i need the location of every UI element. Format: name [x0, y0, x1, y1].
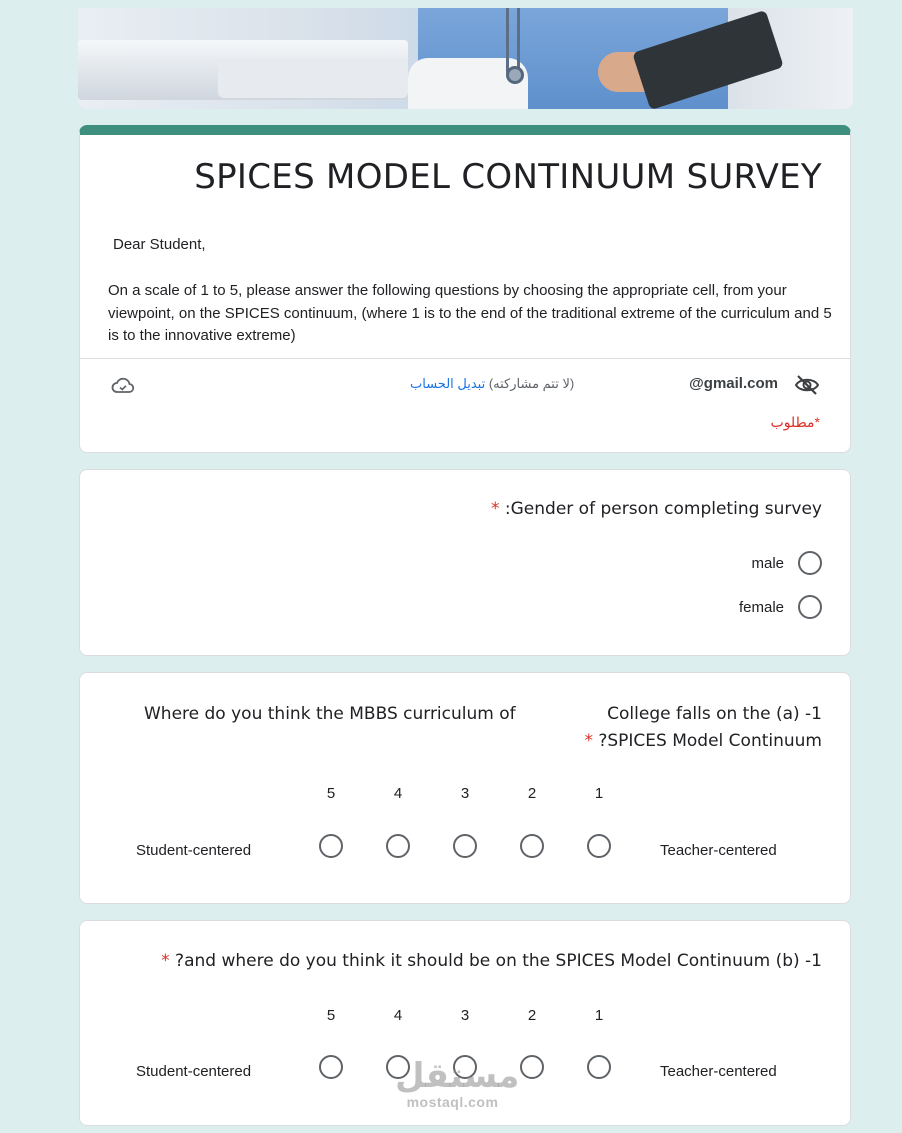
- account-email: @gmail.com: [689, 375, 778, 392]
- question-scale-a-text: ?SPICES Model Continuum: [598, 731, 822, 751]
- scale-number: 1: [594, 1007, 604, 1024]
- scale-radio-1[interactable]: [587, 1055, 611, 1079]
- form-greeting: Dear Student,: [113, 236, 206, 253]
- form-description: On a scale of 1 to 5, please answer the following questions by choosing the appropriate cell, from your viewpoint, on the SPICES continuum, (where 1 is to the end of the traditional extreme of the curriculum and 5 is to the innovative extreme): [108, 282, 832, 344]
- question-gender-title: [491, 499, 822, 519]
- not-shared-note: (لا تتم مشاركته): [488, 376, 575, 391]
- question-scale-b-card: [79, 920, 851, 1126]
- switch-account-link[interactable]: تبديل الحساب: [410, 376, 486, 391]
- scale-right-label: Teacher-centered: [660, 842, 777, 859]
- question-gender-text: :Gender of person completing survey: [504, 499, 822, 519]
- scale-radio-3[interactable]: [453, 834, 477, 858]
- scale-right-label: Teacher-centered: [660, 1063, 777, 1080]
- scale-radio-3[interactable]: [453, 1055, 477, 1079]
- scale-radio-4[interactable]: [386, 834, 410, 858]
- option-female-label: female: [738, 598, 784, 616]
- account-info: [410, 376, 574, 392]
- scale-number: 5: [326, 1007, 336, 1024]
- scale-radio-4[interactable]: [386, 1055, 410, 1079]
- watermark-latin: mostaql.com: [406, 1094, 499, 1110]
- scale-number: 5: [326, 785, 336, 802]
- option-male-label: male: [751, 554, 784, 572]
- required-note: *مطلوب: [770, 414, 820, 430]
- question-scale-b-text: ?and where do you think it should be on the SPICES Model Continuum (b) -1: [175, 951, 822, 971]
- watermark-arabic: مستقل: [395, 1056, 520, 1096]
- scale-radio-2[interactable]: [520, 834, 544, 858]
- scale-radio-5[interactable]: [319, 1055, 343, 1079]
- scale-radio-5[interactable]: [319, 834, 343, 858]
- question-scale-a-title-right: College falls on the (a) -1: [607, 704, 822, 724]
- option-female[interactable]: [739, 595, 822, 619]
- scale-number: 4: [393, 1007, 403, 1024]
- scale-number: 1: [594, 785, 604, 802]
- scale-left-label: Student-centered: [136, 842, 252, 859]
- question-scale-b-title: [161, 951, 822, 971]
- required-star: *: [161, 951, 170, 971]
- scale-number: 3: [460, 785, 470, 802]
- question-scale-a-title-left: Where do you think the MBBS curriculum of: [144, 704, 516, 724]
- form-header-card: [79, 125, 851, 453]
- form-title: SPICES MODEL CONTINUUM SURVEY: [194, 157, 822, 197]
- scale-number: 4: [393, 785, 403, 802]
- cloud-icon: [110, 376, 136, 396]
- scale-radio-2[interactable]: [520, 1055, 544, 1079]
- question-gender-card: [79, 469, 851, 656]
- scale-number: 2: [527, 1007, 537, 1024]
- required-star: *: [584, 731, 593, 751]
- required-star: *: [491, 499, 500, 519]
- option-male[interactable]: [751, 551, 822, 575]
- scale-number: 2: [527, 785, 537, 802]
- visibility-off-icon[interactable]: [794, 374, 820, 396]
- question-scale-a-title-line2: [584, 731, 822, 751]
- header-banner-image: [78, 8, 853, 109]
- radio-female[interactable]: [798, 595, 822, 619]
- question-scale-a-card: [79, 672, 851, 904]
- scale-radio-1[interactable]: [587, 834, 611, 858]
- scale-number: 3: [460, 1007, 470, 1024]
- radio-male[interactable]: [798, 551, 822, 575]
- scale-left-label: Student-centered: [136, 1063, 252, 1080]
- divider: [80, 358, 850, 359]
